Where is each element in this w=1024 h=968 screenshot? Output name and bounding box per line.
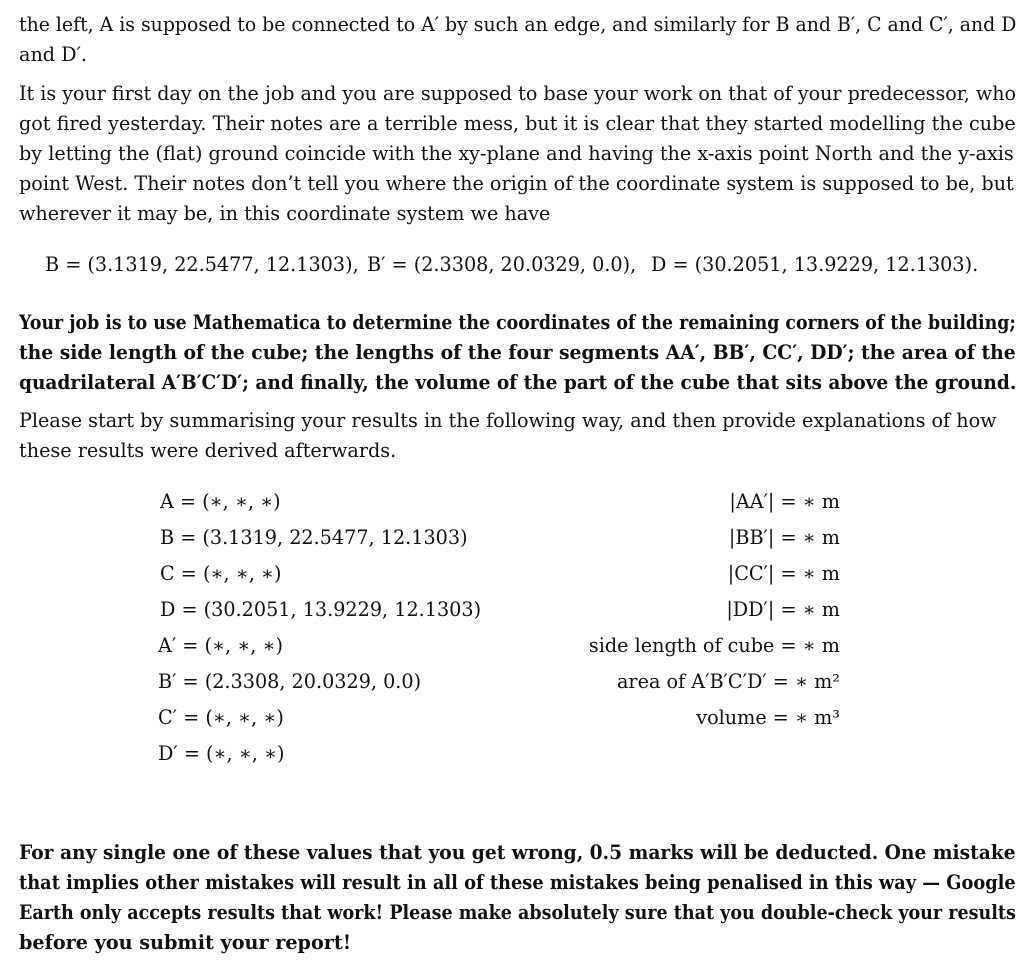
intro-line-2: and D′. — [19, 43, 88, 66]
intro-line-1: the left, A is supposed to be connected to A′ by such an edge, and similarly for B and B′, C and C′, and D — [19, 13, 1017, 36]
context-line-4: point West. Their notes don’t tell you where the origin of the coordinate system is supposed to be, but — [19, 172, 1014, 195]
context-line-1: It is your first day on the job and you are supposed to base your work on that of your predecessor, who — [19, 82, 1016, 105]
context-line-3: by letting the (flat) ground coincide with the xy-plane and having the x-axis point North and the y-axis — [19, 142, 1014, 165]
warning-line-2: that implies other mistakes will result in all of these mistakes being penalised in this way — Google — [19, 871, 1016, 894]
instructions-line-2: these results were derived afterwards. — [19, 439, 397, 462]
summary-dprime: D′ = (∗, ∗, ∗) — [158, 742, 285, 765]
summary-side-length: side length of cube = ∗ m — [588, 634, 840, 657]
summary-cc-length: |CC′| = ∗ m — [727, 562, 840, 585]
given-bprime: B′ = (2.3308, 20.0329, 0.0), — [367, 253, 637, 276]
summary-c: C = (∗, ∗, ∗) — [160, 562, 282, 585]
summary-bprime: B′ = (2.3308, 20.0329, 0.0) — [158, 670, 422, 693]
task-line-1: Your job is to use Mathematica to determine the coordinates of the remaining corners of the building; — [19, 311, 1016, 334]
context-line-2: got fired yesterday. Their notes are a terrible mess, but it is clear that they started modelling the cube — [19, 112, 1016, 135]
summary-cprime: C′ = (∗, ∗, ∗) — [158, 706, 284, 729]
warning-line-4: before you submit your report! — [19, 931, 352, 954]
summary-area: area of A′B′C′D′ = ∗ m² — [616, 670, 840, 693]
task-line-3: quadrilateral A′B′C′D′; and finally, the volume of the part of the cube that sits above the ground. — [19, 371, 1017, 394]
summary-a: A = (∗, ∗, ∗) — [160, 490, 281, 513]
summary-aprime: A′ = (∗, ∗, ∗) — [158, 634, 283, 657]
given-b: B = (3.1319, 22.5477, 12.1303), — [45, 253, 359, 276]
instructions-line-1: Please start by summarising your results in the following way, and then provide explanations of how — [19, 409, 997, 432]
warning-line-1: For any single one of these values that you get wrong, 0.5 marks will be deducted. One mistake — [19, 841, 1016, 864]
summary-b: B = (3.1319, 22.5477, 12.1303) — [160, 526, 468, 549]
task-line-2: the side length of the cube; the lengths of the four segments AA′, BB′, CC′, DD′; the area of the — [19, 341, 1016, 364]
warning-line-3: Earth only accepts results that work! Please make absolutely sure that you double-check your results — [19, 901, 1016, 924]
given-d: D = (30.2051, 13.9229, 12.1303). — [651, 253, 979, 276]
summary-dd-length: |DD′| = ∗ m — [726, 598, 840, 621]
context-line-5: wherever it may be, in this coordinate system we have — [19, 202, 551, 225]
summary-d: D = (30.2051, 13.9229, 12.1303) — [160, 598, 482, 621]
summary-aa-length: |AA′| = ∗ m — [729, 490, 840, 513]
summary-bb-length: |BB′| = ∗ m — [728, 526, 840, 549]
summary-volume: volume = ∗ m³ — [696, 706, 840, 729]
